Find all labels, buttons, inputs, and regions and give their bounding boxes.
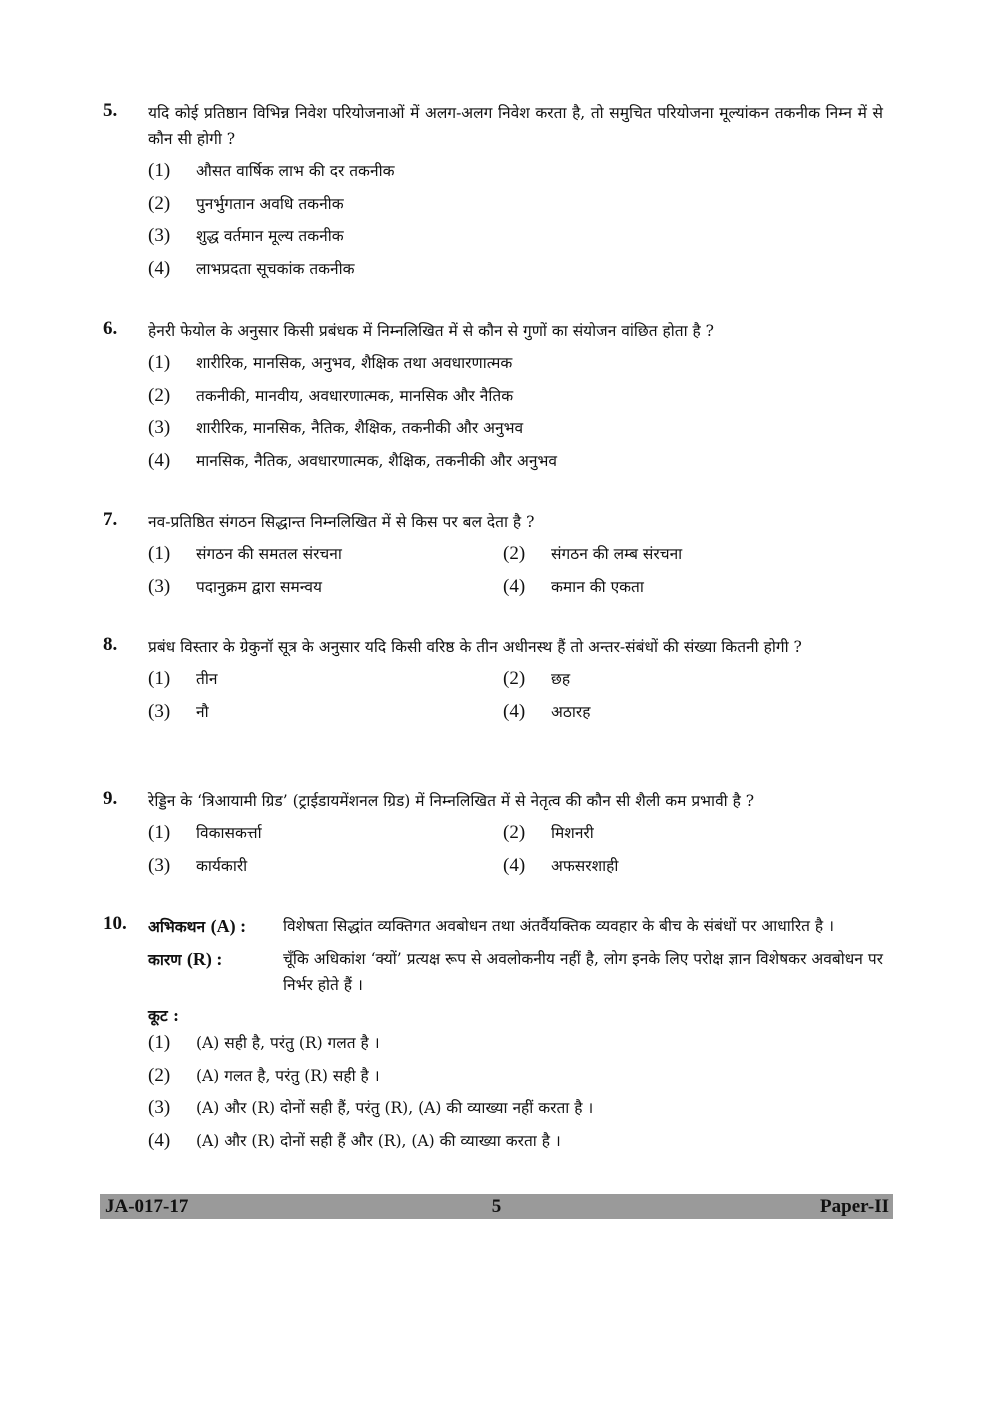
option-number: (3) [148, 1097, 171, 1118]
option [503, 666, 858, 699]
option-number: (1) [148, 160, 171, 181]
option [148, 541, 503, 574]
option-text: (A) गलत है, परंतु (R) सही है । [196, 1066, 380, 1085]
question-text: यदि कोई प्रतिष्ठान विभिन्न निवेश परियोजनाओं में अलग-अलग निवेश करता है, तो समुचित परियोजना मूल्यांकन तकनीक निम्न में से कौन सी होगी ? [148, 104, 883, 148]
option [148, 666, 503, 699]
option-text: पदानुक्रम द्वारा समन्वय [196, 577, 322, 596]
option-number: (4) [503, 854, 526, 876]
option [148, 820, 503, 853]
option-text: पुनर्भुगतान अवधि तकनीक [196, 194, 344, 213]
option-text: (A) सही है, परंतु (R) गलत है । [196, 1034, 380, 1052]
paper-code: JA-017-17 [105, 1196, 189, 1217]
option [148, 191, 883, 224]
question-text: प्रबंध विस्तार के ग्रेकुनॉ सूत्र के अनुसार यदि किसी वरिष्ठ के तीन अधीनस्थ हैं तो अन्तर-संबंधों की संख्या कितनी होगी ? [148, 638, 802, 656]
option-number: (3) [148, 417, 171, 438]
option-number: (2) [148, 1064, 171, 1086]
assertion-row [148, 913, 883, 940]
option-number: (3) [148, 575, 171, 597]
option-number: (1) [148, 1032, 171, 1053]
option [148, 223, 883, 256]
option-number: (3) [148, 700, 171, 722]
assertion-label: अभिकथन (A) : [148, 916, 247, 936]
option-text: तीन [196, 670, 218, 688]
option-text: अठारह [551, 702, 591, 721]
option-text: (A) और (R) दोनों सही हैं और (R), (A) की व्याख्या करता है । [196, 1131, 561, 1150]
option [148, 574, 503, 607]
reason-text: चूँकि अधिकांश ‘क्यों’ प्रत्यक्ष रूप से अवलोकनीय नहीं है, लोग इनके लिए परोक्ष ज्ञान विशेषकर अवबोधन पर निर्भर होते हैं । [283, 950, 883, 994]
option-text: संगठन की समतल संरचना [196, 545, 342, 563]
option [503, 574, 858, 607]
option-number: (1) [148, 668, 171, 689]
option [503, 820, 858, 853]
option-number: (4) [148, 257, 171, 279]
option-text: कमान की एकता [551, 577, 644, 596]
question-text: रेड्डिन के ‘त्रिआयामी ग्रिड’ (ट्राईडायमेंशनल ग्रिड) में निम्नलिखित में से नेतृत्व की कौन सी शैली कम प्रभावी है ? [148, 792, 755, 810]
option-text: लाभप्रदता सूचकांक तकनीक [196, 259, 355, 278]
option [148, 1128, 883, 1161]
question-number: 9. [103, 788, 118, 809]
option [148, 853, 503, 886]
options-grid [148, 820, 883, 885]
question-text: नव-प्रतिष्ठित संगठन सिद्धान्त निम्नलिखित में से किस पर बल देता है ? [148, 513, 535, 531]
option-text: कार्यकारी [196, 856, 248, 875]
question-10 [103, 913, 883, 1160]
option-text: विकासकर्त्ता [196, 824, 262, 842]
option [148, 350, 883, 383]
options-grid [148, 666, 883, 731]
option [503, 853, 858, 886]
question-number: 5. [103, 100, 118, 121]
option-number: (3) [148, 225, 171, 246]
option-text: (A) और (R) दोनों सही हैं, परंतु (R), (A) की व्याख्या नहीं करता है । [196, 1099, 594, 1117]
question-9 [103, 788, 883, 885]
option-number: (4) [148, 1129, 171, 1151]
codes-label: कूट : [148, 1006, 179, 1025]
question-number: 7. [103, 509, 118, 530]
option-text: छह [551, 670, 571, 688]
assertion-text: विशेषता सिद्धांत व्यक्तिगत अवबोधन तथा अंतर्वैयक्तिक व्यवहार के बीच के संबंधों पर आधारित है । [283, 917, 834, 935]
question-5 [103, 100, 883, 288]
option-number: (1) [148, 352, 171, 373]
option-text: औसत वार्षिक लाभ की दर तकनीक [196, 162, 395, 180]
options-list [148, 158, 883, 288]
option [148, 699, 503, 732]
question-7 [103, 509, 883, 606]
option [148, 158, 883, 191]
option [148, 1030, 883, 1063]
question-text: हेनरी फेयोल के अनुसार किसी प्रबंधक में निम्नलिखित में से कौन से गुणों का संयोजन वांछित होता है ? [148, 322, 714, 340]
reason-label: कारण (R) : [148, 949, 223, 969]
question-8 [103, 634, 883, 731]
option-number: (2) [503, 822, 526, 843]
option [503, 699, 858, 732]
option-text: मिशनरी [551, 824, 594, 842]
page-footer [100, 1194, 893, 1219]
option-text: शुद्ध वर्तमान मूल्य तकनीक [196, 227, 344, 245]
option-number: (1) [148, 822, 171, 843]
option-text: नौ [196, 702, 209, 721]
option-text: तकनीकी, मानवीय, अवधारणात्मक, मानसिक और नैतिक [196, 386, 514, 405]
option [148, 448, 883, 481]
option-text: अफसरशाही [551, 856, 619, 875]
question-6 [103, 318, 883, 480]
option-number: (2) [503, 668, 526, 689]
option [148, 256, 883, 289]
option-text: शारीरिक, मानसिक, नैतिक, शैक्षिक, तकनीकी और अनुभव [196, 419, 524, 437]
option-number: (4) [148, 449, 171, 471]
option [148, 1095, 883, 1128]
option-number: (4) [503, 700, 526, 722]
option-text: मानसिक, नैतिक, अवधारणात्मक, शैक्षिक, तकनीकी और अनुभव [196, 451, 558, 470]
paper-label: Paper-II [820, 1196, 889, 1217]
option-number: (3) [148, 854, 171, 876]
option-text: शारीरिक, मानसिक, अनुभव, शैक्षिक तथा अवधारणात्मक [196, 354, 513, 372]
options-list [148, 1030, 883, 1160]
option [148, 415, 883, 448]
option-number: (2) [148, 192, 171, 214]
option [148, 1063, 883, 1096]
options-grid [148, 541, 883, 606]
question-number: 8. [103, 634, 118, 655]
option-number: (4) [503, 575, 526, 597]
option-number: (1) [148, 543, 171, 564]
option-number: (2) [148, 384, 171, 406]
option-text: संगठन की लम्ब संरचना [551, 545, 683, 563]
page-number: 5 [491, 1196, 502, 1217]
reason-row [148, 946, 883, 998]
option-number: (2) [503, 543, 526, 564]
question-number: 6. [103, 318, 118, 339]
options-list [148, 350, 883, 480]
option [148, 383, 883, 416]
option [503, 541, 858, 574]
question-number: 10. [103, 913, 127, 934]
